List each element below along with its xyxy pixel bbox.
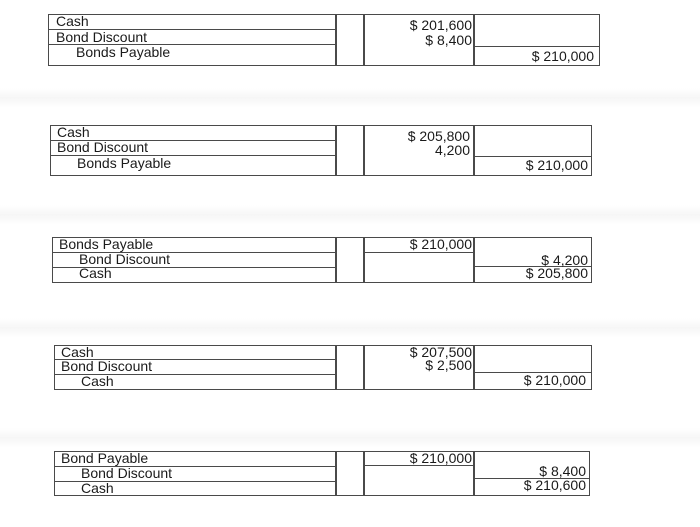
credit-amount: $ 210,000 bbox=[525, 157, 588, 173]
journal-entry-option-4[interactable] bbox=[54, 345, 592, 390]
account-name: Bond Discount bbox=[81, 465, 173, 481]
credit-amount: $ 210,000 bbox=[523, 372, 586, 388]
account-name: Cash bbox=[81, 373, 114, 389]
credit-amount: $ 205,800 bbox=[525, 265, 588, 281]
spacer-column bbox=[336, 237, 364, 283]
debit-amount: $ 201,600 bbox=[409, 17, 472, 33]
credit-amount: $ 210,600 bbox=[523, 477, 586, 493]
credit-amount: $ 210,000 bbox=[531, 48, 594, 64]
debit-amount: $ 210,000 bbox=[409, 450, 472, 466]
account-name: Bond Discount bbox=[56, 29, 148, 45]
debit-amount: 4,200 bbox=[434, 142, 470, 158]
journal-entry-option-5[interactable] bbox=[54, 451, 590, 496]
spacer-column bbox=[336, 451, 364, 496]
debit-amount: $ 8,400 bbox=[425, 32, 472, 48]
credit-amount: $ 4,200 bbox=[541, 252, 588, 268]
debit-amount: $ 207,500 bbox=[409, 344, 472, 360]
debit-amount: $ 2,500 bbox=[425, 357, 472, 373]
journal-entry-option-3[interactable] bbox=[52, 237, 592, 283]
account-name: Bond Discount bbox=[61, 358, 153, 374]
account-name: Bond Discount bbox=[57, 139, 149, 155]
spacer-column bbox=[336, 345, 364, 390]
account-name: Cash bbox=[57, 124, 90, 140]
credit-amount: $ 8,400 bbox=[539, 463, 586, 479]
account-name: Bonds Payable bbox=[76, 44, 171, 60]
account-name: Bond Discount bbox=[79, 251, 171, 267]
spacer-column bbox=[336, 14, 364, 66]
journal-entry-option-1[interactable] bbox=[48, 14, 600, 66]
journal-entry-option-2[interactable] bbox=[50, 125, 592, 176]
account-name: Bonds Payable bbox=[77, 155, 172, 171]
account-name: Bond Payable bbox=[61, 450, 149, 466]
row-divider bbox=[364, 252, 474, 253]
account-name: Bonds Payable bbox=[59, 236, 154, 252]
debit-amount: $ 205,800 bbox=[407, 128, 470, 144]
account-name: Cash bbox=[79, 265, 112, 281]
debit-amount: $ 210,000 bbox=[409, 236, 472, 252]
account-name: Cash bbox=[56, 13, 89, 29]
account-name: Cash bbox=[61, 344, 94, 360]
spacer-column bbox=[336, 125, 364, 176]
row-divider bbox=[474, 46, 600, 47]
account-name: Cash bbox=[81, 480, 114, 496]
